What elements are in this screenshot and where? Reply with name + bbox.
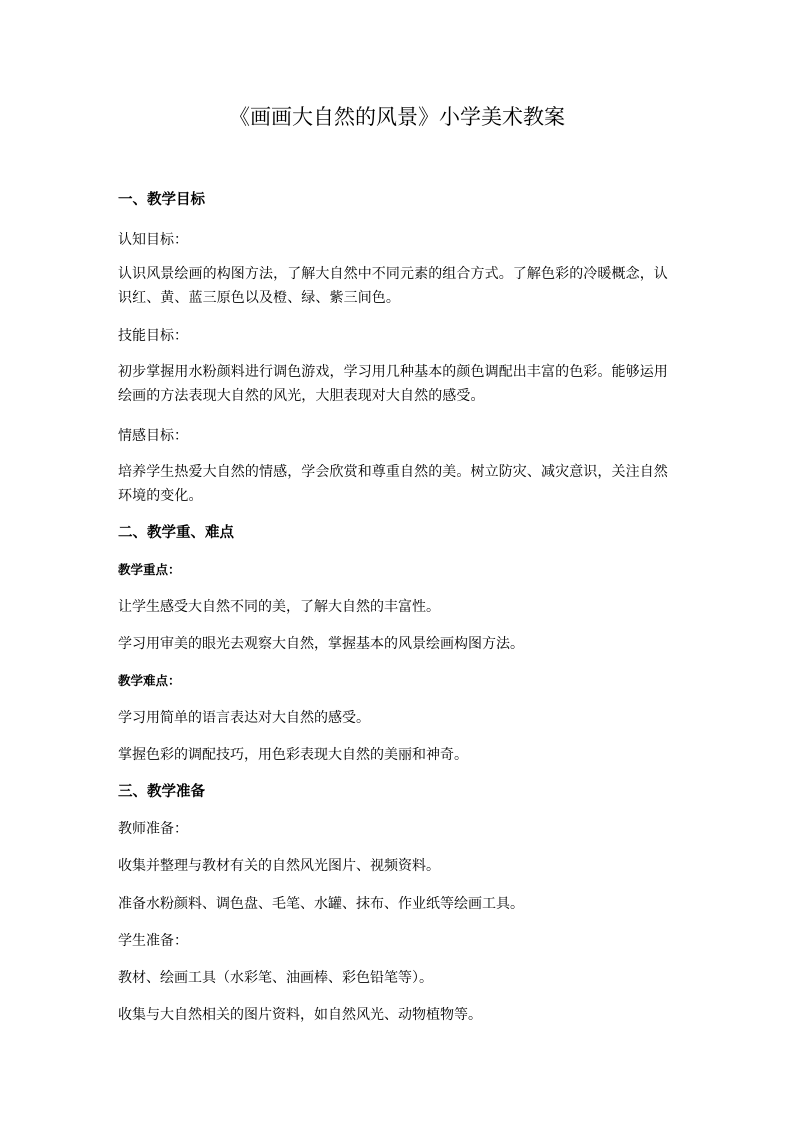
section-heading-preparation: 三、教学准备: [118, 784, 205, 800]
key-point-item: 让学生感受大自然不同的美，了解大自然的丰富性。: [118, 599, 440, 615]
difficult-point-item: 掌握色彩的调配技巧，用色彩表现大自然的美丽和神奇。: [118, 747, 468, 763]
difficult-point-item: 学习用简单的语言表达对大自然的感受。: [118, 710, 370, 726]
section-heading-objectives: 一、教学目标: [118, 192, 205, 208]
key-points-label: 教学重点：: [118, 562, 181, 577]
document-title: 《画画大自然的风景》小学美术教案: [229, 105, 565, 129]
teacher-prep-item: 准备水粉颜料、调色盘、毛笔、水罐、抹布、作业纸等绘画工具。: [118, 896, 524, 912]
difficult-points-label: 教学难点：: [118, 673, 181, 688]
student-prep-item: 收集与大自然相关的图片资料，如自然风光、动物植物等。: [118, 1007, 482, 1023]
student-prep-item: 教材、绘画工具（水彩笔、油画棒、彩色铅笔等）。: [118, 970, 433, 986]
teacher-prep-label: 教师准备：: [118, 821, 188, 837]
skill-objective-text: 初步掌握用水粉颜料进行调色游戏，学习用几种基本的颜色调配出丰富的色彩。能够运用绘画的方法表现大自然的风光，大胆表现对大自然的感受。: [118, 364, 668, 404]
skill-objective-label: 技能目标：: [118, 328, 188, 344]
key-point-item: 学习用审美的眼光去观察大自然，掌握基本的风景绘画构图方法。: [118, 636, 524, 652]
student-prep-label: 学生准备：: [118, 933, 188, 949]
cognitive-objective-label: 认知目标：: [118, 232, 188, 248]
cognitive-objective-text: 认识风景绘画的构图方法，了解大自然中不同元素的组合方式。了解色彩的冷暖概念，认识红、黄、蓝三原色以及橙、绿、紫三间色。: [118, 266, 668, 306]
emotion-objective-text: 培养学生热爱大自然的情感，学会欣赏和尊重自然的美。树立防灾、减灾意识，关注自然环境的变化。: [118, 464, 668, 504]
teacher-prep-item: 收集并整理与教材有关的自然风光图片、视频资料。: [118, 858, 440, 874]
emotion-objective-label: 情感目标：: [118, 428, 188, 444]
section-heading-key-difficult: 二、教学重、难点: [118, 525, 234, 541]
